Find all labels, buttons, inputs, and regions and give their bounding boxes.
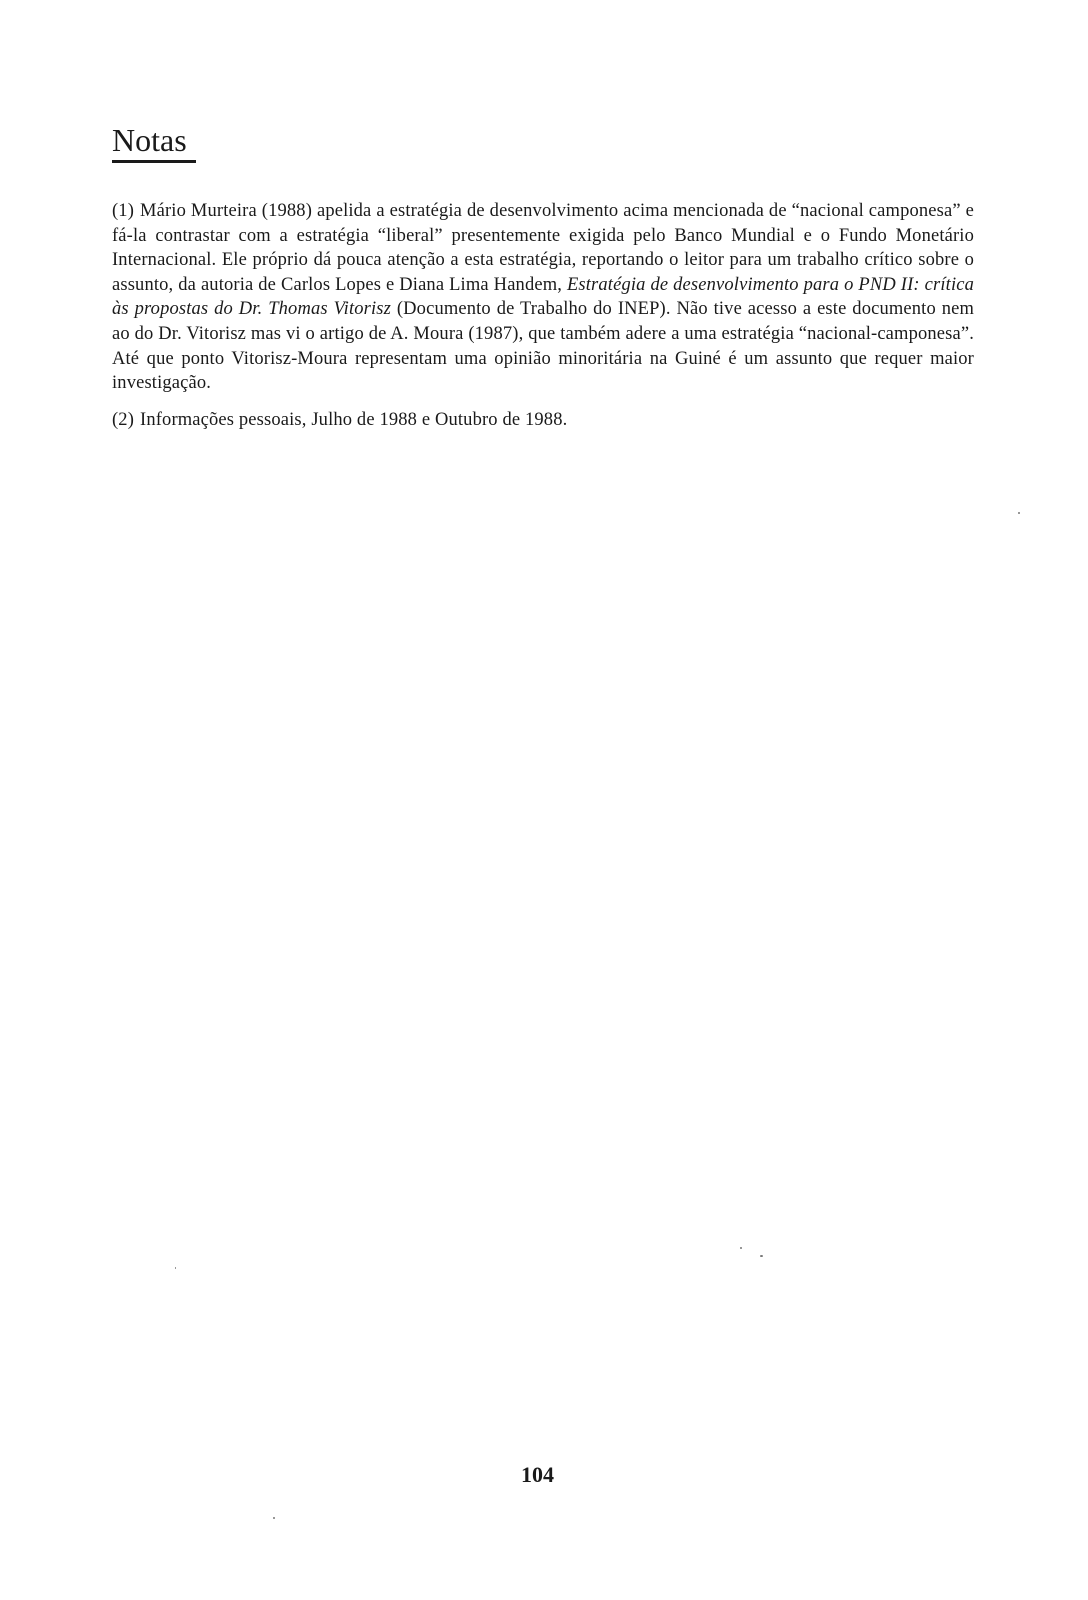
heading-underline	[112, 160, 196, 163]
notes-list	[112, 199, 974, 444]
notes-heading: Notas	[112, 122, 187, 158]
scan-speck	[273, 1517, 275, 1519]
scan-speck	[175, 1267, 176, 1269]
note-number: (2)	[112, 409, 135, 430]
scan-speck	[1018, 512, 1020, 514]
note-number: (1)	[112, 201, 135, 221]
page-number: 104	[521, 1462, 554, 1487]
note-2	[112, 408, 974, 433]
note-1	[112, 199, 974, 396]
note-text-continued: (Documento de Trabalho do INEP). Não tive acesso a este documento nem ao do Dr. Vitorisz mas vi o artigo de A. Moura (1987), que também adere a uma estratégia “nacional-camponesa”. Até que ponto Vitorisz-Moura representam uma opinião minoritária na Guiné é um assunto que requer maior investigação.	[112, 299, 975, 394]
cited-work-title: Estratégia de desenvolvimento para o PND II: crítica às propostas do Dr. Thomas Vitorisz	[112, 274, 974, 320]
note-text: Mário Murteira (1988) apelida a estratégia de desenvolvimento acima mencionada de “nacional camponesa” e fá-la contrastar com a estratégia “liberal” presentemente exigida pelo Banco Mundial e o Fundo Monetário Internacional. Ele próprio dá pouca atenção a esta estratégia, reportando o leitor para um trabalho crítico sobre o assunto, da autoria de Carlos Lopes e Diana Lima Handem,	[112, 201, 974, 295]
scan-speck	[740, 1247, 742, 1249]
note-text: Informações pessoais, Julho de 1988 e Outubro de 1988.	[140, 409, 568, 430]
scan-speck	[760, 1255, 763, 1257]
